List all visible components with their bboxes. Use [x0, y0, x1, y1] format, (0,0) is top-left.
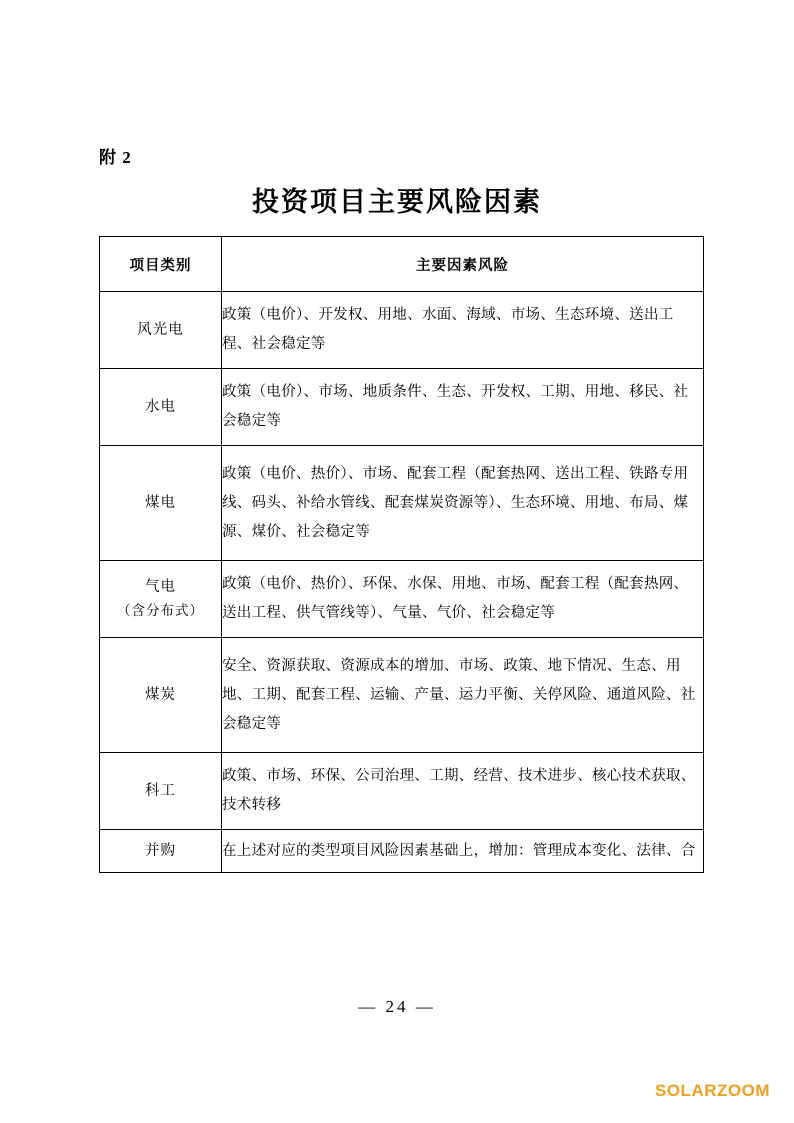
cell-category [100, 561, 222, 638]
attachment-label: 附 2 [99, 148, 132, 167]
watermark-logo: SOLARZOOM [655, 1081, 770, 1100]
table-row [100, 638, 704, 753]
column-header-risk: 主要因素风险 [222, 237, 704, 292]
risk-table [99, 236, 704, 873]
cell-risk: 安全、资源获取、资源成本的增加、市场、政策、地下情况、生态、用地、工期、配套工程、运输、产量、运力平衡、关停风险、通道风险、社会稳定等 [222, 638, 704, 753]
cell-risk: 政策（电价）、开发权、用地、水面、海域、市场、生态环境、送出工程、社会稳定等 [222, 292, 704, 369]
cell-risk: 在上述对应的类型项目风险因素基础上，增加：管理成本变化、法律、合 [222, 830, 704, 873]
page-title: 投资项目主要风险因素 [252, 187, 542, 217]
table-row [100, 292, 704, 369]
cell-category: 风光电 [100, 292, 222, 369]
cell-risk: 政策（电价、热价）、市场、配套工程（配套热网、送出工程、铁路专用线、码头、补给水管线、配套煤炭资源等）、生态环境、用地、布局、煤源、煤价、社会稳定等 [222, 446, 704, 561]
cell-category-sub: （含分布式） [117, 602, 204, 618]
table-row [100, 369, 704, 446]
cell-risk: 政策（电价、热价）、环保、水保、用地、市场、配套工程（配套热网、送出工程、供气管线等）、气量、气价、社会稳定等 [222, 561, 704, 638]
cell-category: 水电 [100, 369, 222, 446]
table-header-row [100, 237, 704, 292]
table-row [100, 753, 704, 830]
cell-risk: 政策、市场、环保、公司治理、工期、经营、技术进步、核心技术获取、技术转移 [222, 753, 704, 830]
column-header-category: 项目类别 [100, 237, 222, 292]
table-row [100, 830, 704, 873]
cell-risk: 政策（电价）、市场、地质条件、生态、开发权、工期、用地、移民、社会稳定等 [222, 369, 704, 446]
table-row [100, 561, 704, 638]
page-number: — 24 — [358, 997, 436, 1016]
cell-category: 煤电 [100, 446, 222, 561]
cell-category: 煤炭 [100, 638, 222, 753]
cell-category: 科工 [100, 753, 222, 830]
cell-category-main: 气电 [145, 579, 176, 596]
risk-table-container [99, 236, 703, 873]
table-row [100, 446, 704, 561]
cell-category: 并购 [100, 830, 222, 873]
